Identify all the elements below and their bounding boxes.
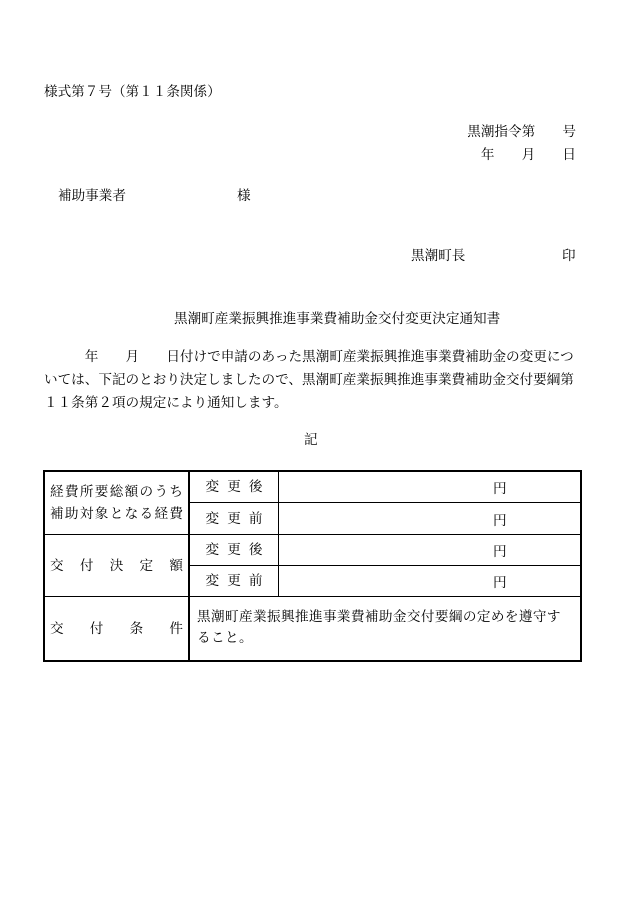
- body-line: 年 月 日付けで申請のあった黒潮町産業振興推進事業費補助金の変更につ: [44, 349, 574, 365]
- yen-unit: 円: [493, 512, 507, 529]
- spread-char: 決: [109, 557, 124, 574]
- spread-char: 後: [248, 542, 263, 558]
- spread-char: 対: [79, 506, 94, 522]
- grant-decision-before-amount-cell: [278, 565, 580, 596]
- spread-char: 更: [227, 479, 241, 495]
- spread-char: 前: [248, 573, 263, 589]
- spread-char: ち: [169, 484, 183, 500]
- spread-char: 交: [50, 557, 64, 574]
- spread-char: う: [154, 484, 169, 500]
- eligible-expense-after-amount-cell: [278, 472, 580, 502]
- spread-char: 所: [79, 484, 94, 500]
- eligible-expense-before-amount-cell: [278, 502, 580, 534]
- spread-char: る: [139, 506, 154, 522]
- grant-conditions-text-cell: [190, 596, 580, 660]
- spread-char: 総: [109, 484, 124, 500]
- grant-conditions-text: 黒潮町産業振興推進事業費補助金交付要綱の定めを遵守すること。: [197, 609, 561, 646]
- recipient-label: 補助事業者: [58, 188, 126, 204]
- before-change-label: [206, 508, 263, 530]
- grant-decision-before-label-cell: [190, 565, 278, 596]
- body-line: １１条第２項の規定により通知します。: [44, 395, 288, 411]
- eligible-expense-label-cell: [45, 472, 190, 534]
- ki-heading: 記: [304, 432, 318, 448]
- spread-char: 補: [50, 506, 64, 522]
- form-number: 様式第７号（第１１条関係）: [44, 84, 221, 100]
- spread-char: 更: [227, 573, 241, 589]
- spread-char: 助: [64, 506, 79, 522]
- sender-name: 黒潮町長: [411, 248, 466, 264]
- spread-char: 変: [205, 542, 220, 558]
- grant-decision-after-amount-cell: [278, 534, 580, 565]
- grant-decision-label: [50, 555, 183, 577]
- spread-char: 変: [205, 510, 220, 527]
- spread-char: と: [109, 506, 124, 522]
- spread-char: 更: [227, 542, 241, 558]
- spread-char: 件: [169, 620, 183, 637]
- spread-char: 条: [129, 620, 144, 637]
- recipient-honorific: 様: [237, 188, 251, 204]
- before-change-label: [206, 570, 263, 592]
- yen-unit: 円: [493, 481, 507, 497]
- spread-char: な: [124, 506, 139, 522]
- spread-char: 費: [64, 484, 79, 500]
- spread-char: 経: [154, 506, 169, 522]
- grant-conditions-label-cell: [45, 596, 190, 660]
- grant-conditions-label: [50, 618, 183, 640]
- yen-unit: 円: [493, 575, 507, 591]
- spread-char: 費: [169, 506, 183, 522]
- yen-unit: 円: [493, 544, 507, 560]
- seal-mark: 印: [562, 248, 576, 264]
- spread-char: 象: [94, 506, 109, 522]
- spread-char: 交: [50, 620, 64, 637]
- spread-char: の: [139, 484, 154, 500]
- spread-char: 定: [139, 557, 154, 574]
- spread-char: 付: [89, 620, 104, 637]
- spread-char: 付: [79, 557, 94, 574]
- document-number: 黒潮指令第 号: [467, 124, 576, 140]
- eligible-expense-before-label-cell: [190, 502, 278, 534]
- spread-char: 額: [169, 557, 183, 574]
- spread-char: 前: [248, 510, 263, 527]
- issue-date: 年 月 日: [480, 147, 576, 163]
- spread-char: 更: [227, 510, 241, 527]
- spread-char: 変: [205, 479, 220, 495]
- eligible-expense-after-label-cell: [190, 472, 278, 502]
- after-change-label: [206, 476, 263, 498]
- eligible-expense-label-line: [50, 503, 183, 525]
- decision-table: [43, 470, 582, 662]
- grant-decision-label-cell: [45, 534, 190, 596]
- spread-char: 変: [205, 573, 220, 589]
- spread-char: 経: [50, 484, 64, 500]
- spread-char: 後: [248, 479, 263, 495]
- grant-decision-after-label-cell: [190, 534, 278, 565]
- body-line: いては、下記のとおり決定しましたので、黒潮町産業振興推進事業費補助金交付要綱第: [44, 372, 574, 388]
- eligible-expense-label-line: [50, 481, 183, 503]
- document-title: 黒潮町産業振興推進事業費補助金交付変更決定通知書: [174, 311, 501, 327]
- after-change-label: [206, 539, 263, 561]
- spread-char: 要: [94, 484, 109, 500]
- spread-char: 額: [124, 484, 139, 500]
